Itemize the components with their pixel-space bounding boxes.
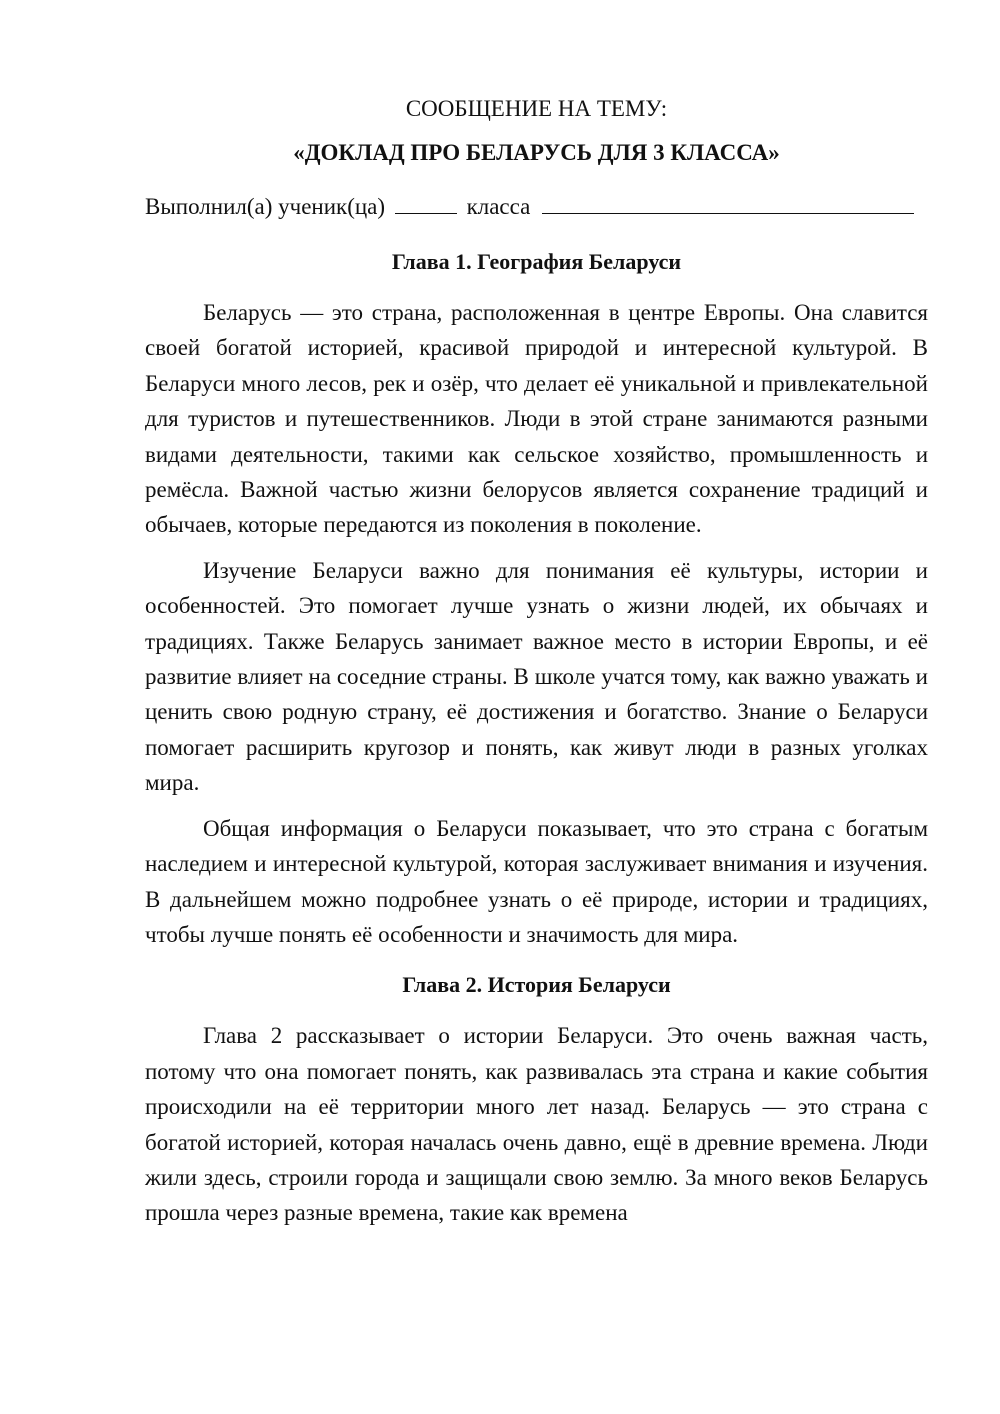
class-name-blank <box>542 191 914 214</box>
chapter-1-paragraph-2: Изучение Беларуси важно для понимания её культуры, истории и особенностей. Это помогает лучше узнать о жизни людей, их обычаях и традициях. Также Беларусь занимает важное место в истории Европы, и её развитие влияет на соседние страны. В школе учатся тому, как важно уважать и ценить свою родную страну, её достижения и богатство. Знание о Беларуси помогает расширить кругозор и понять, как живут люди в разных уголках мира. <box>145 557 928 796</box>
chapter-1-heading: Глава 1. География Беларуси <box>391 249 682 274</box>
chapter-2-heading: Глава 2. История Беларуси <box>402 972 671 998</box>
chapter-1-paragraph-1: Беларусь — это страна, расположенная в центре Европы. Она славится своей богатой историей, красивой природой и интересной культурой. В Беларуси много лесов, рек и озёр, что делает её уникальной и привлекательной для туристов и путешественников. Люди в этой стране занимаются разными видами деятельности, такими как сельское хозяйство, промышленность и ремёсла. Важной частью жизни белорусов является сохранение традиций и обычаев, которые передаются из поколения в поколение. <box>145 300 928 538</box>
document-page <box>145 92 928 1231</box>
document-title-line-1: СООБЩЕНИЕ НА ТЕМУ: <box>405 96 668 121</box>
chapter-1-paragraph-3: Общая информация о Беларуси показывает, что это страна с богатым наследием и интересной культурой, которая заслуживает внимания и изучения. В дальнейшем можно подробнее узнать о её природе, истории и традициях, чтобы лучше понять её особенности и значимость для мира. <box>145 815 928 947</box>
chapter-2-paragraph-1: Глава 2 рассказывает о истории Беларуси. Это очень важная часть, потому что она помогает понять, как развивалась эта страна и какие события происходили на её территории много лет назад. Беларусь — это страна с богатой историей, которая началась очень давно, ещё в древние времена. Люди жили здесь, строили города и защищали свою землю. За много веков Беларусь прошла через разные времена, такие как времена <box>145 1023 928 1226</box>
performed-by-label: Выполнил(а) ученик(ца) <box>145 194 386 219</box>
document-title-line-2: «ДОКЛАД ПРО БЕЛАРУСЬ ДЛЯ 3 КЛАССА» <box>293 140 780 165</box>
student-info-line <box>145 190 928 224</box>
class-number-blank <box>395 191 457 214</box>
class-label: класса <box>466 194 531 219</box>
